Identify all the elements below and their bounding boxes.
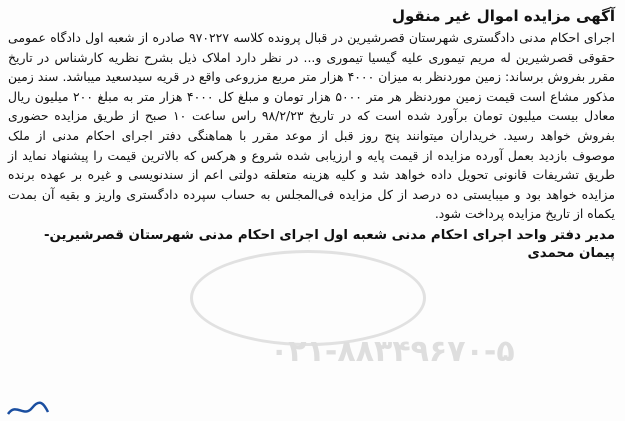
watermark-seal xyxy=(190,250,426,346)
signer-name: پیمان محمدی xyxy=(527,245,615,261)
watermark-phone: ۰۲۱-۸۸۳۴۹۶۷۰-۵ xyxy=(270,334,515,369)
notice-body: اجرای احکام مدنی دادگستری شهرستان قصرشیرین در قبال پرونده کلاسه ۹۷۰۲۲۷ صادره از شعبه اول دادگاه عمومی حقوقی قصرشیرین له مریم تیموری علیه گیسیا تیموری و... در نظر دارد املاک ذیل بشرح نظریه کارشناس در تاریخ مقرر بفروش برساند: زمین موردنظر به میزان ۴۰۰۰ هزار متر مربع مزروعی واقع در قریه سیدسعید میباشد. سند زمین مذکور مشاع است قیمت زمین موردنظر هر متر ۵۰۰۰ هزار تومان و مبلغ کل ۴۰۰۰ هزار متر به مبلغ ۲۰۰ میلیون ریال معادل بیست میلیون تومان برآورد شده است که در تاریخ ۹۸/۲/۲۳ راس ساعت ۱۰ صبح از طریق مزایده حضوری بفروش خواهد رسید. خریداران میتوانند پنج روز قبل از موعد مقرر با هماهنگی دفتر اجرای احکام مدنی از ملک موصوف بازدید بعمل آورده مزایده از قیمت پایه و ارزیابی شده شروع و هرکس که بالاترین قیمت را پیشنهاد نماید از طریق تشریفات قانونی تحویل داده خواهد شد و کلیه هزینه متعلقه دولتی اعم از سندنویسی و غیره بر عهده برنده مزایده خواهد بود و میبایستی ده درصد از کل مزایده فی‌المجلس به حساب سپرده دادگستری واریز و بقیه آن بمدت یکماه از تاریخ مزایده پرداخت شود. xyxy=(8,30,616,222)
signature-line: مدیر دفتر واحد اجرای احکام مدنی شعبه اول اجرای احکام مدنی شهرستان قصرشیرین- xyxy=(43,227,615,243)
notice-title: آگهی مزایده اموال غیر منقول xyxy=(391,7,615,25)
signature-scribble-icon xyxy=(6,398,50,420)
publisher-watermark xyxy=(150,250,580,370)
